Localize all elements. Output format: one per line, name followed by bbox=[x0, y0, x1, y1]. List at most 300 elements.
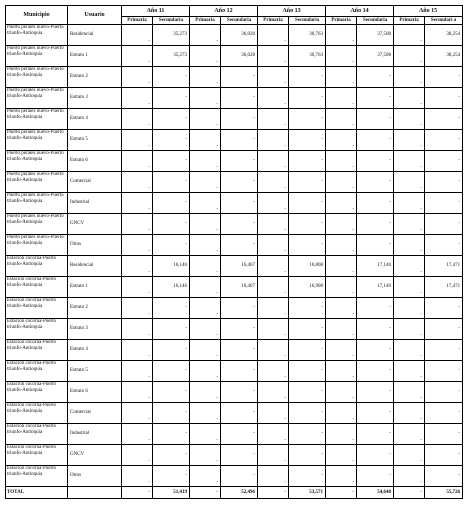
primaria-cell: - bbox=[122, 319, 153, 340]
table-row bbox=[6, 256, 463, 277]
municipio-cell: Estacion cocorna-Puerto triunfo-Antioquia bbox=[6, 361, 68, 382]
primaria-cell: - bbox=[258, 130, 289, 151]
primaria-cell: - bbox=[190, 67, 221, 88]
header-year: Año 12 bbox=[190, 6, 258, 17]
secundaria-cell: 36,763 bbox=[289, 25, 326, 46]
header-primaria: Primaria bbox=[122, 17, 153, 25]
secundaria-cell: 36,028 bbox=[221, 46, 258, 67]
secundaria-cell: - bbox=[221, 67, 258, 88]
data-table bbox=[5, 5, 463, 499]
primaria-cell: - bbox=[326, 193, 357, 214]
secundaria-cell: - bbox=[425, 130, 463, 151]
primaria-cell: - bbox=[122, 46, 153, 67]
secundaria-cell: - bbox=[357, 466, 394, 487]
usuario-cell: Residencial bbox=[68, 256, 122, 277]
primaria-cell: - bbox=[122, 25, 153, 46]
table-row bbox=[6, 193, 463, 214]
secundaria-cell: - bbox=[153, 151, 190, 172]
primaria-cell: - bbox=[122, 445, 153, 466]
municipio-cell: Estacion cocorna-Puerto triunfo-Antioquia bbox=[6, 382, 68, 403]
primaria-cell: - bbox=[394, 130, 425, 151]
secundaria-cell: - bbox=[153, 130, 190, 151]
header-primaria: Primaria bbox=[258, 17, 289, 25]
primaria-cell: - bbox=[190, 130, 221, 151]
primaria-cell: - bbox=[122, 235, 153, 256]
primaria-cell: - bbox=[394, 298, 425, 319]
secundaria-cell: - bbox=[221, 424, 258, 445]
secundaria-cell: - bbox=[289, 214, 326, 235]
usuario-cell: Estrato 3 bbox=[68, 319, 122, 340]
primaria-cell: - bbox=[122, 151, 153, 172]
usuario-cell: Estrato 4 bbox=[68, 340, 122, 361]
primaria-cell: - bbox=[394, 25, 425, 46]
secundaria-cell: - bbox=[289, 403, 326, 424]
secundaria-cell: 37,508 bbox=[357, 25, 394, 46]
primaria-cell: - bbox=[394, 172, 425, 193]
secundaria-cell: - bbox=[357, 319, 394, 340]
table-row bbox=[6, 214, 463, 235]
table-row bbox=[6, 445, 463, 466]
header-year: Año 13 bbox=[258, 6, 326, 17]
table-row bbox=[6, 466, 463, 487]
secundaria-cell: 16,908 bbox=[289, 277, 326, 298]
usuario-cell: GNCV bbox=[68, 214, 122, 235]
header-primaria: Primaria bbox=[190, 17, 221, 25]
usuario-cell: Estrato 2 bbox=[68, 298, 122, 319]
usuario-cell: Estrato 6 bbox=[68, 382, 122, 403]
secundaria-cell: - bbox=[357, 130, 394, 151]
primaria-cell: - bbox=[122, 403, 153, 424]
table-row bbox=[6, 361, 463, 382]
municipio-cell: Puerto perales nuevo-Puerto triunfo-Antioquia bbox=[6, 235, 68, 256]
primaria-cell: - bbox=[258, 277, 289, 298]
table-row bbox=[6, 424, 463, 445]
primaria-cell: - bbox=[258, 445, 289, 466]
total-cell: 54,648 bbox=[357, 487, 394, 499]
primaria-cell: - bbox=[394, 46, 425, 67]
secundaria-cell: 16,467 bbox=[221, 277, 258, 298]
municipio-cell: Puerto perales nuevo-Puerto triunfo-Antioquia bbox=[6, 172, 68, 193]
secundaria-cell: - bbox=[425, 151, 463, 172]
municipio-cell: Puerto perales nuevo-Puerto triunfo-Antioquia bbox=[6, 88, 68, 109]
table-row bbox=[6, 319, 463, 340]
total-cell: 52,496 bbox=[221, 487, 258, 499]
primaria-cell: - bbox=[190, 319, 221, 340]
municipio-cell: Estacion cocorna-Puerto triunfo-Antioquia bbox=[6, 466, 68, 487]
secundaria-cell: - bbox=[221, 130, 258, 151]
secundaria-cell: - bbox=[289, 67, 326, 88]
primaria-cell: - bbox=[326, 25, 357, 46]
secundaria-cell: - bbox=[357, 214, 394, 235]
primaria-cell: - bbox=[394, 319, 425, 340]
table-row bbox=[6, 172, 463, 193]
secundaria-cell: - bbox=[357, 361, 394, 382]
primaria-cell: - bbox=[258, 151, 289, 172]
primaria-cell: - bbox=[258, 256, 289, 277]
secundaria-cell: - bbox=[153, 298, 190, 319]
total-usuario bbox=[68, 487, 122, 499]
secundaria-cell: 38,254 bbox=[425, 46, 463, 67]
header-secundaria: Secundari a bbox=[425, 17, 463, 25]
primaria-cell: - bbox=[122, 277, 153, 298]
secundaria-cell: - bbox=[289, 361, 326, 382]
secundaria-cell: 16,467 bbox=[221, 256, 258, 277]
table-row bbox=[6, 25, 463, 46]
primaria-cell: - bbox=[326, 361, 357, 382]
municipio-cell: Puerto perales nuevo-Puerto triunfo-Antioquia bbox=[6, 214, 68, 235]
primaria-cell: - bbox=[258, 25, 289, 46]
secundaria-cell: - bbox=[425, 109, 463, 130]
secundaria-cell: - bbox=[425, 424, 463, 445]
secundaria-cell: - bbox=[289, 298, 326, 319]
secundaria-cell: 36,028 bbox=[221, 25, 258, 46]
secundaria-cell: - bbox=[357, 235, 394, 256]
primaria-cell: - bbox=[190, 25, 221, 46]
secundaria-cell: - bbox=[221, 361, 258, 382]
header-secundaria: Secundaria bbox=[357, 17, 394, 25]
primaria-cell: - bbox=[394, 340, 425, 361]
secundaria-cell: - bbox=[153, 340, 190, 361]
secundaria-cell: - bbox=[289, 172, 326, 193]
usuario-cell: GNCV bbox=[68, 445, 122, 466]
header-primaria: Primaria bbox=[326, 17, 357, 25]
secundaria-cell: - bbox=[357, 403, 394, 424]
total-cell: 55,726 bbox=[425, 487, 463, 499]
primaria-cell: - bbox=[190, 445, 221, 466]
table-row bbox=[6, 382, 463, 403]
secundaria-cell: - bbox=[289, 88, 326, 109]
secundaria-cell: - bbox=[221, 466, 258, 487]
table-row bbox=[6, 277, 463, 298]
primaria-cell: - bbox=[122, 214, 153, 235]
secundaria-cell: - bbox=[221, 88, 258, 109]
primaria-cell: - bbox=[190, 340, 221, 361]
municipio-cell: Estacion cocorna-Puerto triunfo-Antioquia bbox=[6, 256, 68, 277]
primaria-cell: - bbox=[326, 340, 357, 361]
usuario-cell: Estrato 3 bbox=[68, 88, 122, 109]
usuario-cell: Industrial bbox=[68, 193, 122, 214]
primaria-cell: - bbox=[326, 319, 357, 340]
header-year: Año 14 bbox=[326, 6, 394, 17]
header-municipio: Municipio bbox=[6, 6, 68, 25]
municipio-cell: Estacion cocorna-Puerto triunfo-Antioquia bbox=[6, 277, 68, 298]
primaria-cell: - bbox=[326, 109, 357, 130]
primaria-cell: - bbox=[122, 172, 153, 193]
municipio-cell: Puerto perales nuevo-Puerto triunfo-Antioquia bbox=[6, 109, 68, 130]
secundaria-cell: - bbox=[425, 466, 463, 487]
usuario-cell: Estrato 5 bbox=[68, 130, 122, 151]
primaria-cell: - bbox=[190, 109, 221, 130]
secundaria-cell: - bbox=[425, 88, 463, 109]
secundaria-cell: - bbox=[425, 235, 463, 256]
header-secundaria: Secundaria bbox=[153, 17, 190, 25]
secundaria-cell: - bbox=[153, 67, 190, 88]
primaria-cell: - bbox=[258, 88, 289, 109]
secundaria-cell: - bbox=[357, 424, 394, 445]
total-cell: - bbox=[394, 487, 425, 499]
primaria-cell: - bbox=[258, 46, 289, 67]
secundaria-cell: - bbox=[153, 109, 190, 130]
table-row bbox=[6, 403, 463, 424]
header-primaria: Primaria bbox=[394, 17, 425, 25]
secundaria-cell: - bbox=[221, 340, 258, 361]
total-cell: - bbox=[122, 487, 153, 499]
secundaria-cell: - bbox=[153, 466, 190, 487]
secundaria-cell: - bbox=[153, 424, 190, 445]
usuario-cell: Estrato 5 bbox=[68, 361, 122, 382]
municipio-cell: Estacion cocorna-Puerto triunfo-Antioquia bbox=[6, 424, 68, 445]
header-year: Año 15 bbox=[394, 6, 463, 17]
secundaria-cell: - bbox=[357, 193, 394, 214]
primaria-cell: - bbox=[258, 361, 289, 382]
secundaria-cell: - bbox=[153, 172, 190, 193]
primaria-cell: - bbox=[258, 319, 289, 340]
primaria-cell: - bbox=[394, 193, 425, 214]
secundaria-cell: - bbox=[289, 424, 326, 445]
secundaria-cell: 17,140 bbox=[357, 256, 394, 277]
municipio-cell: Puerto perales nuevo-Puerto triunfo-Antioquia bbox=[6, 151, 68, 172]
secundaria-cell: - bbox=[425, 403, 463, 424]
secundaria-cell: - bbox=[289, 466, 326, 487]
table-row bbox=[6, 298, 463, 319]
primaria-cell: - bbox=[258, 466, 289, 487]
primaria-cell: - bbox=[258, 109, 289, 130]
usuario-cell: Comercial bbox=[68, 403, 122, 424]
primaria-cell: - bbox=[190, 298, 221, 319]
secundaria-cell: - bbox=[425, 298, 463, 319]
total-label: TOTAL bbox=[6, 487, 68, 499]
primaria-cell: - bbox=[122, 256, 153, 277]
secundaria-cell: - bbox=[425, 382, 463, 403]
usuario-cell: Estrato 2 bbox=[68, 67, 122, 88]
secundaria-cell: - bbox=[357, 298, 394, 319]
secundaria-cell: - bbox=[289, 445, 326, 466]
primaria-cell: - bbox=[326, 46, 357, 67]
table-row bbox=[6, 130, 463, 151]
municipio-cell: Estacion cocorna-Puerto triunfo-Antioquia bbox=[6, 298, 68, 319]
municipio-cell: Puerto perales nuevo-Puerto triunfo-Antioquia bbox=[6, 67, 68, 88]
secundaria-cell: - bbox=[357, 88, 394, 109]
secundaria-cell: - bbox=[357, 172, 394, 193]
secundaria-cell: - bbox=[289, 340, 326, 361]
secundaria-cell: - bbox=[425, 340, 463, 361]
usuario-cell: Industrial bbox=[68, 424, 122, 445]
primaria-cell: - bbox=[190, 235, 221, 256]
table-row bbox=[6, 235, 463, 256]
primaria-cell: - bbox=[326, 130, 357, 151]
primaria-cell: - bbox=[190, 256, 221, 277]
primaria-cell: - bbox=[258, 235, 289, 256]
secundaria-cell: - bbox=[289, 235, 326, 256]
usuario-cell: Residencial bbox=[68, 25, 122, 46]
primaria-cell: - bbox=[122, 193, 153, 214]
secundaria-cell: 16,808 bbox=[289, 256, 326, 277]
primaria-cell: - bbox=[122, 130, 153, 151]
primaria-cell: - bbox=[190, 277, 221, 298]
secundaria-cell: 17,471 bbox=[425, 256, 463, 277]
secundaria-cell: - bbox=[289, 319, 326, 340]
primaria-cell: - bbox=[258, 382, 289, 403]
secundaria-cell: - bbox=[221, 298, 258, 319]
primaria-cell: - bbox=[258, 67, 289, 88]
primaria-cell: - bbox=[394, 361, 425, 382]
secundaria-cell: - bbox=[357, 151, 394, 172]
primaria-cell: - bbox=[122, 298, 153, 319]
secundaria-cell: - bbox=[221, 193, 258, 214]
municipio-cell: Estacion cocorna-Puerto triunfo-Antioquia bbox=[6, 445, 68, 466]
secundaria-cell: - bbox=[425, 445, 463, 466]
primaria-cell: - bbox=[394, 88, 425, 109]
secundaria-cell: - bbox=[221, 319, 258, 340]
secundaria-cell: - bbox=[289, 130, 326, 151]
primaria-cell: - bbox=[190, 46, 221, 67]
primaria-cell: - bbox=[122, 109, 153, 130]
secundaria-cell: - bbox=[153, 382, 190, 403]
total-cell: - bbox=[326, 487, 357, 499]
municipio-cell: Estacion cocorna-Puerto triunfo-Antioquia bbox=[6, 340, 68, 361]
table-body bbox=[6, 25, 463, 487]
primaria-cell: - bbox=[258, 214, 289, 235]
municipio-cell: Estacion cocorna-Puerto triunfo-Antioquia bbox=[6, 403, 68, 424]
primaria-cell: - bbox=[326, 172, 357, 193]
primaria-cell: - bbox=[258, 193, 289, 214]
primaria-cell: - bbox=[190, 403, 221, 424]
municipio-cell: Puerto perales nuevo-Puerto triunfo-Antioquia bbox=[6, 25, 68, 46]
secundaria-cell: - bbox=[357, 109, 394, 130]
header-row-years bbox=[6, 6, 463, 17]
primaria-cell: - bbox=[190, 214, 221, 235]
secundaria-cell: - bbox=[425, 193, 463, 214]
primaria-cell: - bbox=[394, 277, 425, 298]
table-row bbox=[6, 340, 463, 361]
secundaria-cell: 16,146 bbox=[153, 277, 190, 298]
usuario-cell: Estrato 4 bbox=[68, 109, 122, 130]
total-row bbox=[6, 487, 463, 499]
primaria-cell: - bbox=[326, 67, 357, 88]
primaria-cell: - bbox=[190, 382, 221, 403]
secundaria-cell: - bbox=[221, 382, 258, 403]
primaria-cell: - bbox=[326, 466, 357, 487]
primaria-cell: - bbox=[190, 172, 221, 193]
secundaria-cell: 37,508 bbox=[357, 46, 394, 67]
total-cell: - bbox=[258, 487, 289, 499]
primaria-cell: - bbox=[394, 109, 425, 130]
usuario-cell: Estrato 1 bbox=[68, 46, 122, 67]
secundaria-cell: - bbox=[221, 172, 258, 193]
primaria-cell: - bbox=[122, 382, 153, 403]
secundaria-cell: 35,273 bbox=[153, 46, 190, 67]
table-row bbox=[6, 88, 463, 109]
primaria-cell: - bbox=[394, 151, 425, 172]
primaria-cell: - bbox=[326, 88, 357, 109]
primaria-cell: - bbox=[326, 424, 357, 445]
primaria-cell: - bbox=[122, 361, 153, 382]
secundaria-cell: - bbox=[425, 214, 463, 235]
primaria-cell: - bbox=[258, 298, 289, 319]
primaria-cell: - bbox=[326, 151, 357, 172]
primaria-cell: - bbox=[394, 382, 425, 403]
table-row bbox=[6, 109, 463, 130]
primaria-cell: - bbox=[326, 235, 357, 256]
municipio-cell: Estacion cocorna-Puerto triunfo-Antioquia bbox=[6, 319, 68, 340]
primaria-cell: - bbox=[394, 445, 425, 466]
primaria-cell: - bbox=[394, 214, 425, 235]
secundaria-cell: - bbox=[221, 403, 258, 424]
secundaria-cell: 17,471 bbox=[425, 277, 463, 298]
primaria-cell: - bbox=[190, 88, 221, 109]
secundaria-cell: - bbox=[357, 445, 394, 466]
primaria-cell: - bbox=[326, 214, 357, 235]
primaria-cell: - bbox=[394, 235, 425, 256]
secundaria-cell: - bbox=[153, 88, 190, 109]
secundaria-cell: - bbox=[289, 193, 326, 214]
secundaria-cell: - bbox=[153, 361, 190, 382]
header-usuario: Usuario bbox=[68, 6, 122, 25]
secundaria-cell: 36,763 bbox=[289, 46, 326, 67]
secundaria-cell: - bbox=[289, 109, 326, 130]
header-secundaria: Secundaria bbox=[221, 17, 258, 25]
municipio-cell: Puerto perales nuevo-Puerto triunfo-Antioquia bbox=[6, 46, 68, 67]
secundaria-cell: - bbox=[153, 403, 190, 424]
primaria-cell: - bbox=[258, 403, 289, 424]
primaria-cell: - bbox=[326, 256, 357, 277]
secundaria-cell: - bbox=[221, 445, 258, 466]
secundaria-cell: - bbox=[357, 382, 394, 403]
secundaria-cell: - bbox=[357, 340, 394, 361]
municipio-cell: Puerto perales nuevo-Puerto triunfo-Antioquia bbox=[6, 193, 68, 214]
primaria-cell: - bbox=[394, 403, 425, 424]
usuario-cell: Estrato 6 bbox=[68, 151, 122, 172]
primaria-cell: - bbox=[122, 424, 153, 445]
secundaria-cell: - bbox=[153, 445, 190, 466]
primaria-cell: - bbox=[190, 424, 221, 445]
primaria-cell: - bbox=[394, 67, 425, 88]
primaria-cell: - bbox=[326, 445, 357, 466]
primaria-cell: - bbox=[394, 256, 425, 277]
usuario-cell: Comercial bbox=[68, 172, 122, 193]
total-cell: 53,571 bbox=[289, 487, 326, 499]
secundaria-cell: 17,140 bbox=[357, 277, 394, 298]
header-secundaria: Secundaria bbox=[289, 17, 326, 25]
secundaria-cell: - bbox=[221, 214, 258, 235]
secundaria-cell: - bbox=[221, 109, 258, 130]
primaria-cell: - bbox=[394, 466, 425, 487]
secundaria-cell: 35,273 bbox=[153, 25, 190, 46]
total-cell: 51,419 bbox=[153, 487, 190, 499]
primaria-cell: - bbox=[258, 340, 289, 361]
primaria-cell: - bbox=[122, 466, 153, 487]
primaria-cell: - bbox=[326, 277, 357, 298]
primaria-cell: - bbox=[326, 382, 357, 403]
primaria-cell: - bbox=[122, 67, 153, 88]
primaria-cell: - bbox=[190, 466, 221, 487]
secundaria-cell: - bbox=[221, 235, 258, 256]
table-row bbox=[6, 67, 463, 88]
secundaria-cell: - bbox=[153, 235, 190, 256]
secundaria-cell: - bbox=[221, 151, 258, 172]
usuario-cell: Otros bbox=[68, 235, 122, 256]
secundaria-cell: - bbox=[425, 361, 463, 382]
secundaria-cell: - bbox=[153, 193, 190, 214]
table-row bbox=[6, 46, 463, 67]
total-cell: - bbox=[190, 487, 221, 499]
secundaria-cell: 38,254 bbox=[425, 25, 463, 46]
secundaria-cell: - bbox=[425, 319, 463, 340]
usuario-cell: Estrato 1 bbox=[68, 277, 122, 298]
secundaria-cell: - bbox=[153, 214, 190, 235]
header-year: Año 11 bbox=[122, 6, 190, 17]
primaria-cell: - bbox=[258, 424, 289, 445]
